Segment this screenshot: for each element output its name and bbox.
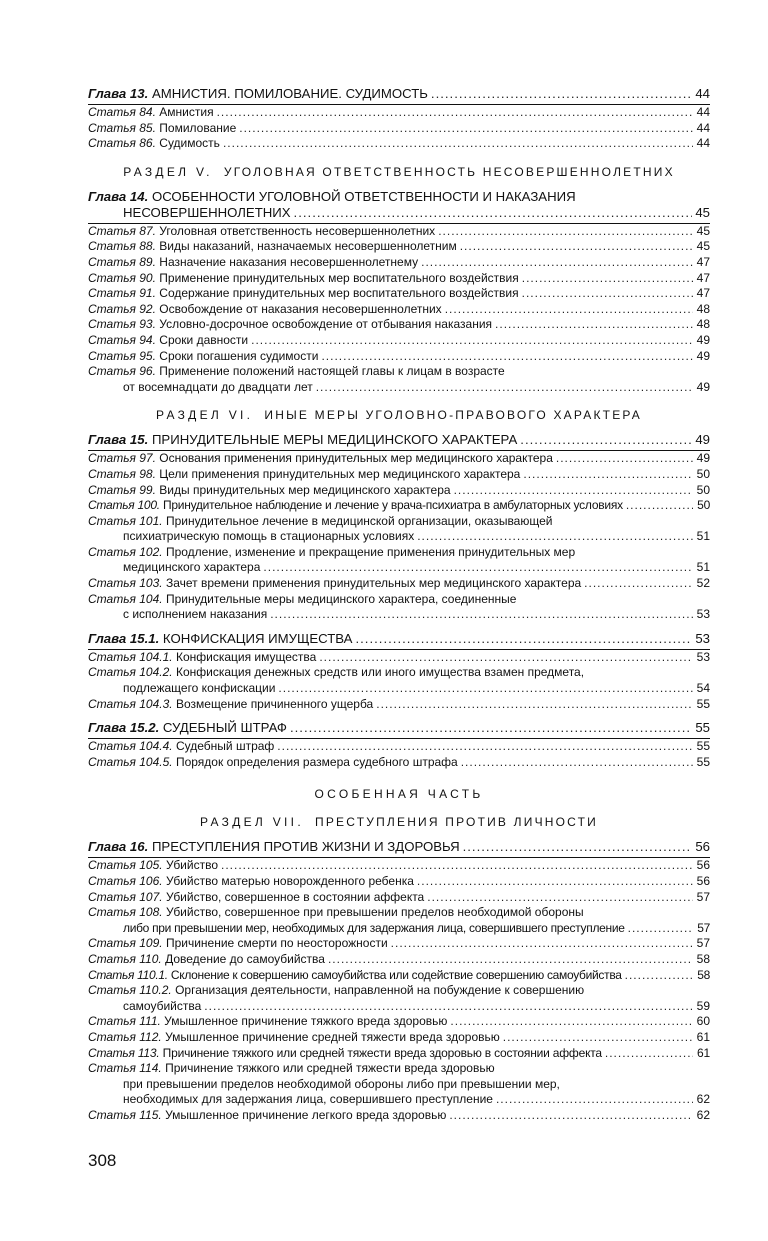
page-ref: 45 (695, 204, 710, 220)
article-label: Статья 84. (88, 105, 156, 119)
toc-entry[interactable]: Статья 103. Зачет времени применения принудительных мер медицинского характера ..... 52 (88, 576, 710, 592)
article-label: Статья 86. (88, 136, 156, 151)
toc-entry[interactable]: Статья 94. Сроки давности ..... 49 (88, 333, 710, 349)
toc-entry[interactable]: Статья 104.3. Возмещение причиненного ущерба ..... 55 (88, 697, 710, 713)
chapter-label: Глава 13. (88, 86, 149, 101)
toc-entry[interactable]: Статья 104.2. Конфискация денежных средств или иного имущества взамен предмета, подлежащего конфискации ..... 54 (88, 665, 710, 696)
page-ref: 44 (695, 86, 710, 101)
article-label: Статья 85. (88, 120, 156, 135)
page-ref: 44 (696, 136, 710, 151)
toc-entry[interactable]: Статья 88. Виды наказаний, назначаемых несовершеннолетним ..... 45 (88, 239, 710, 255)
toc-entry[interactable]: Статья 109. Причинение смерти по неосторожности ..... 57 (88, 936, 710, 952)
toc-entry[interactable]: Статья 100. Принудительное наблюдение и лечение у врача-психиатра в амбулаторных условиях ..... 50 (88, 498, 710, 514)
leader-dots (431, 86, 692, 102)
toc-entry[interactable]: Статья 96. Применение положений настоящей главы к лицам в возрасте от восемнадцати до двадцати лет ..... 49 (88, 364, 710, 395)
section-7-heading: РАЗДЕЛ VII. ПРЕСТУПЛЕНИЯ ПРОТИВ ЛИЧНОСТИ (199, 815, 598, 830)
toc-entry[interactable]: Статья 115. Умышленное причинение легкого вреда здоровью ..... 62 (88, 1108, 710, 1124)
chapter-15-2-heading[interactable]: Глава 15.2. СУДЕБНЫЙ ШТРАФ ..... 55 (88, 720, 710, 736)
toc-entry[interactable]: Статья 95. Сроки погашения судимости ..... 49 (88, 349, 710, 365)
chapter-13-articles (88, 105, 710, 152)
article-title: Судимость (159, 136, 220, 151)
page-ref: 44 (696, 105, 710, 119)
toc-entry[interactable]: Статья 99. Виды принудительных мер медицинского характера ..... 50 (88, 483, 710, 499)
chapter-title-cont: НЕСОВЕРШЕННОЛЕТНИХ (123, 204, 291, 220)
toc-entry[interactable]: Статья 106. Убийство матерью новорожденного ребенка ..... 56 (88, 874, 710, 890)
toc-entry[interactable] (88, 105, 710, 121)
leader-dots (217, 105, 693, 121)
table-of-contents (88, 86, 710, 1124)
toc-entry[interactable] (88, 121, 710, 137)
toc-entry[interactable] (88, 136, 710, 152)
toc-entry[interactable]: Статья 93. Условно-досрочное освобождение от отбывания наказания ..... 48 (88, 317, 710, 333)
toc-entry[interactable]: Статья 91. Содержание принудительных мер воспитательного воздействия ..... 47 (88, 286, 710, 302)
chapter-15-1-articles (88, 650, 710, 712)
toc-entry[interactable]: Статья 90. Применение принудительных мер воспитательного воздействия ..... 47 (88, 271, 710, 287)
special-part-heading: ОСОБЕННАЯ ЧАСТЬ (314, 787, 484, 802)
chapter-title: ОСОБЕННОСТИ УГОЛОВНОЙ ОТВЕТСТВЕННОСТИ И НАКАЗАНИЯ (151, 188, 576, 204)
toc-entry[interactable]: Статья 104.4. Судебный штраф ..... 55 (88, 739, 710, 755)
toc-entry[interactable]: Статья 112. Умышленное причинение средней тяжести вреда здоровью ..... 61 (88, 1030, 710, 1046)
toc-entry[interactable]: Статья 97. Основания применения принудительных мер медицинского характера ..... 49 (88, 451, 710, 467)
toc-entry[interactable]: Статья 101. Принудительное лечение в медицинской организации, оказывающей психиатрическую помощь в стационарных условиях ..... 51 (88, 514, 710, 545)
chapter-14-heading[interactable] (88, 189, 710, 221)
chapter-14-articles (88, 224, 710, 396)
toc-entry[interactable]: Статья 107. Убийство, совершенное в состоянии аффекта ..... 57 (88, 890, 710, 906)
chapter-15-2-articles (88, 739, 710, 770)
toc-entry[interactable]: Статья 110.1. Склонение к совершению самоубийства или содействие совершению самоубийства ..... 58 (88, 968, 710, 984)
page-number: 308 (88, 1151, 117, 1170)
page-ref: 44 (696, 120, 710, 135)
chapter-title: АМНИСТИЯ. ПОМИЛОВАНИЕ. СУДИМОСТЬ (151, 86, 428, 101)
toc-entry[interactable]: Статья 114. Причинение тяжкого или средней тяжести вреда здоровью при превышении пределов необходимой обороны либо при превышении мер, необходимых для задержания лица, совершившего преступление ..... 62 (88, 1061, 710, 1108)
toc-entry[interactable]: Статья 104. Принудительные меры медицинского характера, соединенные с исполнением наказания ..... 53 (88, 592, 710, 623)
section-5-heading: РАЗДЕЛ V. УГОЛОВНАЯ ОТВЕТСТВЕННОСТЬ НЕСОВЕРШЕННОЛЕТНИХ (123, 164, 675, 179)
toc-entry[interactable]: Статья 102. Продление, изменение и прекращение применения принудительных мер медицинского характера ..... 51 (88, 545, 710, 576)
chapter-label: Глава 14. (88, 188, 149, 204)
section-6-heading: РАЗДЕЛ VI. ИНЫЕ МЕРЫ УГОЛОВНО-ПРАВОВОГО ХАРАКТЕРА (155, 408, 643, 423)
toc-entry[interactable]: Статья 108. Убийство, совершенное при превышении пределов необходимой обороны либо при превышении мер, необходимых для задержания лица, совершившего преступление ..... 57 (88, 905, 710, 936)
toc-entry[interactable]: Статья 110. Доведение до самоубийства ..... 58 (88, 952, 710, 968)
toc-entry[interactable]: Статья 104.1. Конфискация имущества ..... 53 (88, 650, 710, 666)
toc-entry[interactable]: Статья 105. Убийство ..... 56 (88, 858, 710, 874)
article-title: Амнистия (159, 105, 214, 119)
toc-entry[interactable]: Статья 110.2. Организация деятельности, направленной на побуждение к совершению самоубийства ..... 59 (88, 983, 710, 1014)
chapter-16-articles (88, 858, 710, 1123)
chapter-13-heading[interactable] (88, 86, 710, 102)
toc-entry[interactable]: Статья 104.5. Порядок определения размера судебного штрафа ..... 55 (88, 755, 710, 771)
chapter-15-articles (88, 451, 710, 623)
chapter-16-heading[interactable]: Глава 16. ПРЕСТУПЛЕНИЯ ПРОТИВ ЖИЗНИ И ЗДОРОВЬЯ ..... 56 (88, 839, 710, 855)
toc-entry[interactable]: Статья 87. Уголовная ответственность несовершеннолетних ..... 45 (88, 224, 710, 240)
toc-entry[interactable]: Статья 92. Освобождение от наказания несовершеннолетних ..... 48 (88, 302, 710, 318)
toc-entry[interactable]: Статья 89. Назначение наказания несовершеннолетнему ..... 47 (88, 255, 710, 271)
toc-entry[interactable]: Статья 113. Причинение тяжкого или средней тяжести вреда здоровью в состоянии аффекта ..... 61 (88, 1046, 710, 1062)
article-title: Помилование (159, 120, 237, 135)
toc-entry[interactable]: Статья 98. Цели применения принудительных мер медицинского характера ..... 50 (88, 467, 710, 483)
leader-dots (294, 205, 693, 221)
leader-dots (223, 136, 693, 152)
toc-entry[interactable]: Статья 111. Умышленное причинение тяжкого вреда здоровью ..... 60 (88, 1014, 710, 1030)
chapter-15-heading[interactable]: Глава 15. ПРИНУДИТЕЛЬНЫЕ МЕРЫ МЕДИЦИНСКОГО ХАРАКТЕРА ..... 49 (88, 432, 710, 448)
leader-dots (239, 121, 693, 137)
chapter-15-1-heading[interactable]: Глава 15.1. КОНФИСКАЦИЯ ИМУЩЕСТВА ..... 53 (88, 631, 710, 647)
